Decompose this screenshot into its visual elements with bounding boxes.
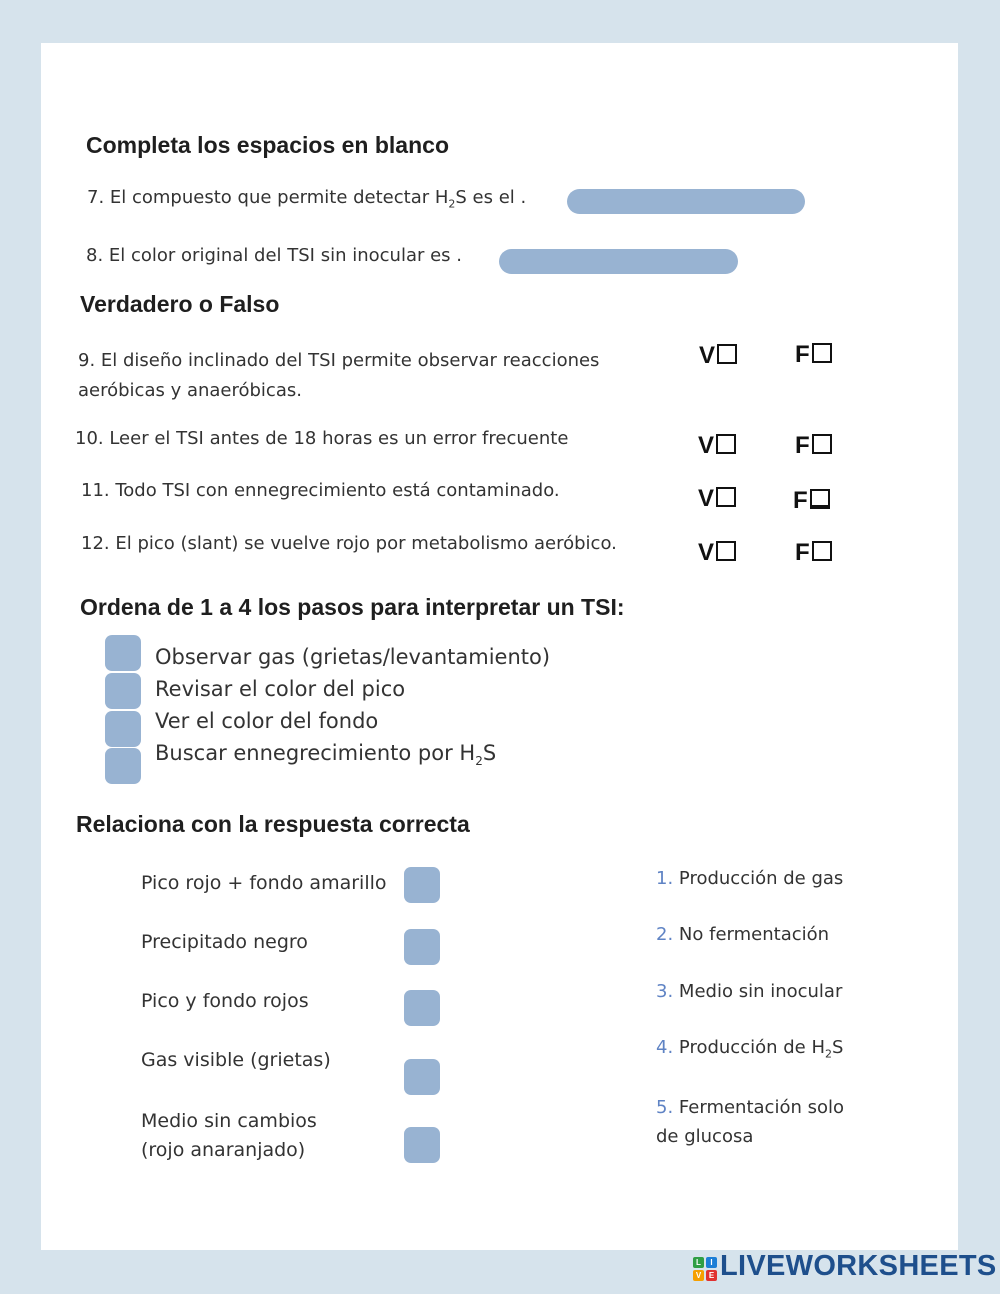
relate-input-3[interactable] xyxy=(404,990,440,1026)
answer-field-7[interactable] xyxy=(567,189,805,214)
true-option-10[interactable]: V xyxy=(698,432,736,460)
question-11: 11. Todo TSI con ennegrecimiento está contaminado. xyxy=(81,480,560,501)
checkbox-icon xyxy=(812,541,832,561)
true-option-11[interactable]: V xyxy=(698,485,736,513)
order-input-2[interactable] xyxy=(105,673,141,709)
question-9: 9. El diseño inclinado del TSI permite observar reacciones aeróbicas y anaeróbicas. xyxy=(78,350,600,401)
question-12: 12. El pico (slant) se vuelve rojo por metabolismo aeróbico. xyxy=(81,533,617,554)
relate-item: Gas visible (grietas) xyxy=(141,1049,331,1071)
checkbox-icon xyxy=(717,344,737,364)
answer-option: 4. Producción de $H_2S$ xyxy=(656,1037,844,1061)
false-option-12[interactable]: F xyxy=(795,539,832,567)
order-step-text: Buscar ennegrecimiento por $H_2S$ xyxy=(155,741,497,769)
relate-item: Pico y fondo rojos xyxy=(141,990,309,1012)
relate-input-1[interactable] xyxy=(404,867,440,903)
relate-input-5[interactable] xyxy=(404,1127,440,1163)
brand-name: LIVEWORKSHEETS xyxy=(720,1250,997,1282)
checkbox-icon xyxy=(716,487,736,507)
question-8: 8. El color original del TSI sin inocular es . xyxy=(86,245,462,266)
checkbox-icon xyxy=(716,434,736,454)
checkbox-icon xyxy=(716,541,736,561)
section-title-order: Ordena de 1 a 4 los pasos para interpretar un TSI: xyxy=(80,594,625,620)
answer-option: 5. Fermentación solo de glucosa xyxy=(656,1097,844,1147)
answer-field-8[interactable] xyxy=(499,249,738,274)
section-title-true-false: Verdadero o Falso xyxy=(80,291,280,317)
relate-item: Precipitado negro xyxy=(141,931,308,953)
order-step-text: Revisar el color del pico xyxy=(155,677,406,701)
section-title-relate: Relaciona con la respuesta correcta xyxy=(76,811,470,837)
order-input-3[interactable] xyxy=(105,711,141,747)
false-option-11[interactable]: F xyxy=(793,487,830,515)
relate-item: Pico rojo + fondo amarillo xyxy=(141,872,387,894)
false-option-10[interactable]: F xyxy=(795,432,832,460)
checkbox-icon xyxy=(812,434,832,454)
relate-input-4[interactable] xyxy=(404,1059,440,1095)
order-step-text: Ver el color del fondo xyxy=(155,709,379,733)
question-10: 10. Leer el TSI antes de 18 horas es un error frecuente xyxy=(75,428,569,449)
relate-item: Medio sin cambios (rojo anaranjado) xyxy=(141,1110,317,1161)
true-option-9[interactable]: V xyxy=(699,342,737,370)
answer-option: 2. No fermentación xyxy=(656,924,830,945)
relate-input-2[interactable] xyxy=(404,929,440,965)
false-option-9[interactable]: F xyxy=(795,341,832,369)
question-7: 7. El compuesto que permite detectar $H_2S$ es el . xyxy=(87,187,527,211)
checkbox-icon xyxy=(812,343,832,363)
order-step-text: Observar gas (grietas/levantamiento) xyxy=(155,645,551,669)
answer-option: 3. Medio sin inocular xyxy=(656,981,843,1002)
true-option-12[interactable]: V xyxy=(698,539,736,567)
section-title-blanks: Completa los espacios en blanco xyxy=(86,132,449,158)
order-input-1[interactable] xyxy=(105,635,141,671)
answer-option: 1. Producción de gas xyxy=(656,868,844,889)
order-input-4[interactable] xyxy=(105,748,141,784)
checkbox-icon xyxy=(810,489,830,509)
